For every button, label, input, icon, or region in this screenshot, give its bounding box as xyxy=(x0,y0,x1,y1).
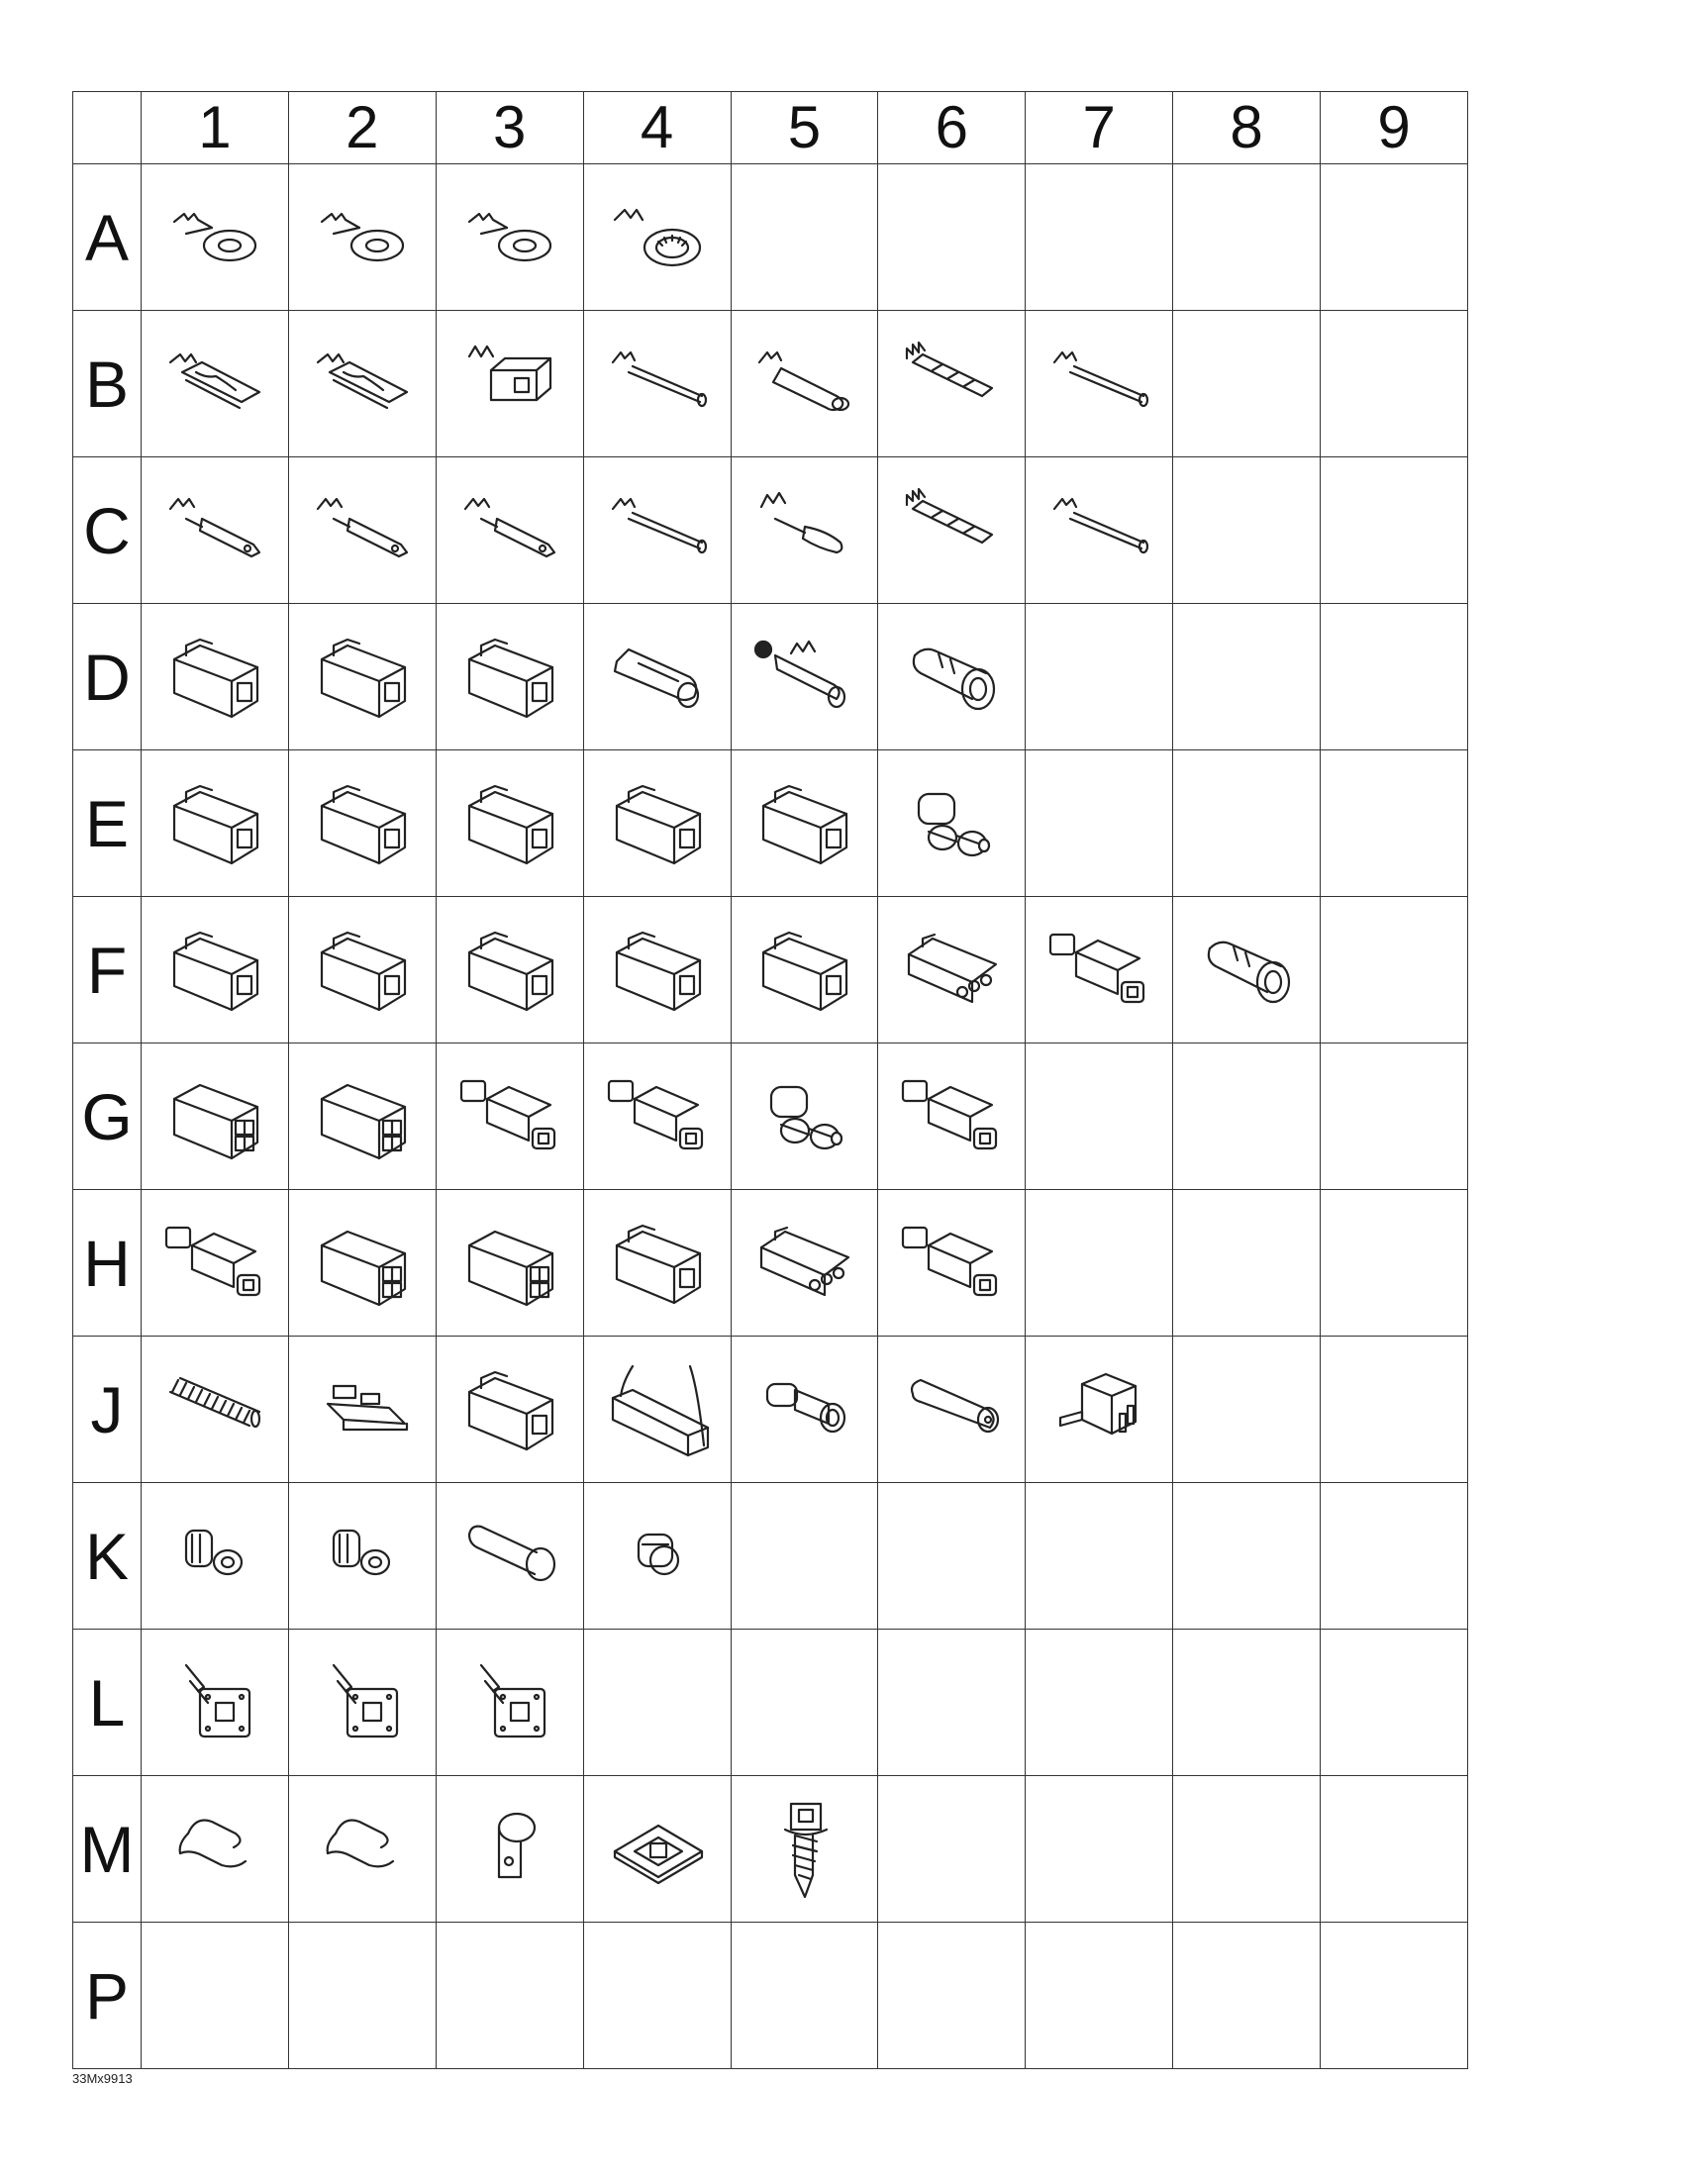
harness-clip-icon xyxy=(289,1798,436,1901)
grid-cell-E3 xyxy=(436,750,583,897)
connector-housing-icon xyxy=(142,626,288,729)
grid-cell-A8 xyxy=(1173,164,1321,311)
grid-row-G xyxy=(73,1043,1468,1190)
grid-cell-D2 xyxy=(288,604,436,750)
grid-cell-P5 xyxy=(731,1923,878,2069)
round-housing-icon xyxy=(878,626,1025,729)
grid-cell-P3 xyxy=(436,1923,583,2069)
sealed-connector-icon xyxy=(142,1212,288,1315)
grid-cell-A9 xyxy=(1321,164,1468,311)
grid-cell-A2 xyxy=(288,164,436,311)
grid-cell-H6 xyxy=(878,1190,1026,1337)
row-label-F: F xyxy=(73,897,142,1043)
connector-housing-icon xyxy=(289,626,436,729)
grid-cell-L2 xyxy=(288,1630,436,1776)
male-blade-terminal-icon xyxy=(142,479,288,582)
grid-cell-G1 xyxy=(142,1043,289,1190)
grid-cell-D6 xyxy=(878,604,1026,750)
grid-cell-M9 xyxy=(1321,1776,1468,1923)
corner-cell xyxy=(73,92,142,164)
row-label-G: G xyxy=(73,1043,142,1190)
grid-cell-B5 xyxy=(731,311,878,457)
ring-terminal-icon xyxy=(289,186,436,289)
grid-cell-L5 xyxy=(731,1630,878,1776)
row-label-P: P xyxy=(73,1923,142,2069)
grid-cell-G6 xyxy=(878,1043,1026,1190)
sealed-connector-icon xyxy=(437,1065,583,1168)
grid-cell-E5 xyxy=(731,750,878,897)
ring-terminal-icon xyxy=(142,186,288,289)
cable-tie-mount-icon xyxy=(584,1798,731,1901)
grid-cell-K6 xyxy=(878,1483,1026,1630)
grid-row-D xyxy=(73,604,1468,750)
grid-cell-G7 xyxy=(1026,1043,1173,1190)
column-label-9: 9 xyxy=(1321,92,1468,164)
cap-icon xyxy=(584,1505,731,1608)
connector-housing-icon xyxy=(437,1358,583,1461)
grid-cell-B1 xyxy=(142,311,289,457)
pin-terminal-icon xyxy=(584,479,731,582)
grid-cell-M6 xyxy=(878,1776,1026,1923)
female-blade-terminal-icon xyxy=(142,333,288,436)
grid-cell-C7 xyxy=(1026,457,1173,604)
grid-cell-C9 xyxy=(1321,457,1468,604)
grid-cell-M2 xyxy=(288,1776,436,1923)
grid-cell-A7 xyxy=(1026,164,1173,311)
grid-row-L xyxy=(73,1630,1468,1776)
p-clip-icon xyxy=(437,1798,583,1901)
grid-cell-L4 xyxy=(583,1630,731,1776)
row-label-J: J xyxy=(73,1337,142,1483)
grid-cell-P1 xyxy=(142,1923,289,2069)
grid-cell-D1 xyxy=(142,604,289,750)
multi-pin-connector-icon xyxy=(878,919,1025,1022)
grid-cell-F8 xyxy=(1173,897,1321,1043)
column-label-4: 4 xyxy=(583,92,731,164)
grid-cell-K7 xyxy=(1026,1483,1173,1630)
male-blade-terminal-icon xyxy=(289,479,436,582)
grid-cell-J6 xyxy=(878,1337,1026,1483)
row-label-M: M xyxy=(73,1776,142,1923)
grid-cell-C8 xyxy=(1173,457,1321,604)
grid-cell-L9 xyxy=(1321,1630,1468,1776)
grid-cell-J4 xyxy=(583,1337,731,1483)
grid-cell-M5 xyxy=(731,1776,878,1923)
plug-icon xyxy=(437,1505,583,1608)
grid-cell-P6 xyxy=(878,1923,1026,2069)
grid-cell-D9 xyxy=(1321,604,1468,750)
connector-housing-icon xyxy=(732,772,878,875)
multi-pin-housing-icon xyxy=(289,1065,436,1168)
multi-pin-housing-icon xyxy=(142,1065,288,1168)
grid-cell-F3 xyxy=(436,897,583,1043)
grid-cell-C2 xyxy=(288,457,436,604)
grid-cell-F1 xyxy=(142,897,289,1043)
grid-cell-K2 xyxy=(288,1483,436,1630)
grid-cell-E4 xyxy=(583,750,731,897)
grid-cell-E2 xyxy=(288,750,436,897)
pin-terminal-icon xyxy=(1026,333,1172,436)
bullet-housing-icon xyxy=(584,626,731,729)
row-label-A: A xyxy=(73,164,142,311)
grid-cell-L1 xyxy=(142,1630,289,1776)
grid-cell-K1 xyxy=(142,1483,289,1630)
grid-cell-B3 xyxy=(436,311,583,457)
sealed-connector-icon xyxy=(878,1212,1025,1315)
connector-housing-icon xyxy=(584,772,731,875)
pin-terminal-icon xyxy=(584,333,731,436)
harness-clip-icon xyxy=(142,1798,288,1901)
grid-cell-J2 xyxy=(288,1337,436,1483)
grid-cell-F9 xyxy=(1321,897,1468,1043)
column-label-3: 3 xyxy=(436,92,583,164)
grid-cell-G5 xyxy=(731,1043,878,1190)
grid-cell-J7 xyxy=(1026,1337,1173,1483)
connector-housing-icon xyxy=(437,772,583,875)
connector-housing-icon xyxy=(289,772,436,875)
grid-cell-G8 xyxy=(1173,1043,1321,1190)
column-label-5: 5 xyxy=(731,92,878,164)
terminal-lock-icon xyxy=(437,1651,583,1754)
bullet-terminal-icon xyxy=(732,479,878,582)
grid-cell-G9 xyxy=(1321,1043,1468,1190)
grid-cell-B7 xyxy=(1026,311,1173,457)
grid-row-H xyxy=(73,1190,1468,1337)
multi-pin-housing-icon xyxy=(289,1212,436,1315)
grid-cell-H5 xyxy=(731,1190,878,1337)
round-housing-icon xyxy=(1173,919,1320,1022)
connector-housing-icon xyxy=(584,1212,731,1315)
row-label-C: C xyxy=(73,457,142,604)
grid-cell-K4 xyxy=(583,1483,731,1630)
grid-cell-H7 xyxy=(1026,1190,1173,1337)
grid-row-K xyxy=(73,1483,1468,1630)
column-label-8: 8 xyxy=(1173,92,1321,164)
grid-cell-H9 xyxy=(1321,1190,1468,1337)
grid-cell-D5 xyxy=(731,604,878,750)
connector-housing-icon xyxy=(437,919,583,1022)
bullet-socket-terminal-icon xyxy=(732,333,878,436)
grid-cell-D3 xyxy=(436,604,583,750)
sealed-connector-icon xyxy=(584,1065,731,1168)
connector-index-grid xyxy=(72,91,1468,2069)
grid-cell-A1 xyxy=(142,164,289,311)
connector-housing-icon xyxy=(142,919,288,1022)
row-label-D: D xyxy=(73,604,142,750)
grid-cell-A6 xyxy=(878,164,1026,311)
grid-cell-H4 xyxy=(583,1190,731,1337)
grid-cell-F7 xyxy=(1026,897,1173,1043)
grid-cell-G3 xyxy=(436,1043,583,1190)
grid-row-C xyxy=(73,457,1468,604)
male-blade-terminal-icon xyxy=(437,479,583,582)
grid-cell-G2 xyxy=(288,1043,436,1190)
grid-cell-M4 xyxy=(583,1776,731,1923)
grid-cell-L8 xyxy=(1173,1630,1321,1776)
grid-cell-D4 xyxy=(583,604,731,750)
terminal-lock-icon xyxy=(289,1651,436,1754)
grid-cell-E9 xyxy=(1321,750,1468,897)
box-terminal-icon xyxy=(437,333,583,436)
grid-cell-B6 xyxy=(878,311,1026,457)
grid-cell-H8 xyxy=(1173,1190,1321,1337)
grid-cell-J9 xyxy=(1321,1337,1468,1483)
grid-cell-M1 xyxy=(142,1776,289,1923)
row-label-H: H xyxy=(73,1190,142,1337)
grid-cell-P4 xyxy=(583,1923,731,2069)
grid-cell-G4 xyxy=(583,1043,731,1190)
seal-grommet-icon xyxy=(289,1505,436,1608)
fuse-icon xyxy=(289,1358,436,1461)
column-label-6: 6 xyxy=(878,92,1026,164)
grid-cell-C6 xyxy=(878,457,1026,604)
grid-cell-A4 xyxy=(583,164,731,311)
relay-icon xyxy=(1026,1358,1172,1461)
grid-cell-M7 xyxy=(1026,1776,1173,1923)
grid-cell-J3 xyxy=(436,1337,583,1483)
terminal-lock-icon xyxy=(142,1651,288,1754)
grid-cell-P8 xyxy=(1173,1923,1321,2069)
grid-cell-F4 xyxy=(583,897,731,1043)
star-washer-terminal-icon xyxy=(584,186,731,289)
figure-reference: 33Mx9913 xyxy=(72,2071,133,2086)
row-label-L: L xyxy=(73,1630,142,1776)
grid-cell-E6 xyxy=(878,750,1026,897)
connector-housing-icon xyxy=(732,919,878,1022)
grid-row-P xyxy=(73,1923,1468,2069)
grid-cell-L3 xyxy=(436,1630,583,1776)
connector-housing-icon xyxy=(584,919,731,1022)
grid-cell-P9 xyxy=(1321,1923,1468,2069)
column-label-1: 1 xyxy=(142,92,289,164)
grid-cell-M8 xyxy=(1173,1776,1321,1923)
bulb-socket-icon xyxy=(732,1358,878,1461)
grid-cell-P7 xyxy=(1026,1923,1173,2069)
multi-pin-housing-icon xyxy=(437,1212,583,1315)
grid-cell-J1 xyxy=(142,1337,289,1483)
grid-cell-F5 xyxy=(731,897,878,1043)
grid-cell-L6 xyxy=(878,1630,1026,1776)
ring-terminal-icon xyxy=(437,186,583,289)
grid-cell-C3 xyxy=(436,457,583,604)
female-terminal-icon xyxy=(878,333,1025,436)
grid-cell-H1 xyxy=(142,1190,289,1337)
corrugated-tube-icon xyxy=(142,1358,288,1461)
grid-cell-K8 xyxy=(1173,1483,1321,1630)
grid-cell-E8 xyxy=(1173,750,1321,897)
grid-cell-L7 xyxy=(1026,1630,1173,1776)
screw-icon xyxy=(732,1798,878,1901)
row-label-B: B xyxy=(73,311,142,457)
grid-cell-K3 xyxy=(436,1483,583,1630)
column-label-7: 7 xyxy=(1026,92,1173,164)
grid-cell-H3 xyxy=(436,1190,583,1337)
grid-cell-F2 xyxy=(288,897,436,1043)
multi-pin-connector-icon xyxy=(732,1212,878,1315)
grid-cell-P2 xyxy=(288,1923,436,2069)
grid-cell-C1 xyxy=(142,457,289,604)
grid-row-J xyxy=(73,1337,1468,1483)
connector-housing-icon xyxy=(142,772,288,875)
grid-row-B xyxy=(73,311,1468,457)
grid-cell-C4 xyxy=(583,457,731,604)
grid-cell-B4 xyxy=(583,311,731,457)
sealed-terminal-icon xyxy=(732,626,878,729)
seal-grommet-icon xyxy=(142,1505,288,1608)
female-blade-terminal-icon xyxy=(289,333,436,436)
grid-row-E xyxy=(73,750,1468,897)
grid-row-A xyxy=(73,164,1468,311)
sealed-connector-icon xyxy=(878,1065,1025,1168)
grid-cell-B8 xyxy=(1173,311,1321,457)
sealed-connector-icon xyxy=(1026,919,1172,1022)
round-connector-icon xyxy=(878,772,1025,875)
grid-cell-C5 xyxy=(731,457,878,604)
grid-cell-F6 xyxy=(878,897,1026,1043)
grid-cell-K9 xyxy=(1321,1483,1468,1630)
column-label-2: 2 xyxy=(288,92,436,164)
grid-cell-K5 xyxy=(731,1483,878,1630)
grid-cell-D8 xyxy=(1173,604,1321,750)
grid-cell-J8 xyxy=(1173,1337,1321,1483)
grid-row-F xyxy=(73,897,1468,1043)
grid-row-M xyxy=(73,1776,1468,1923)
grid-cell-D7 xyxy=(1026,604,1173,750)
grid-cell-H2 xyxy=(288,1190,436,1337)
grid-cell-M3 xyxy=(436,1776,583,1923)
fuse-holder-icon xyxy=(584,1358,731,1461)
grid-cell-J5 xyxy=(731,1337,878,1483)
connector-housing-icon xyxy=(289,919,436,1022)
round-connector-icon xyxy=(732,1065,878,1168)
row-label-E: E xyxy=(73,750,142,897)
grid-cell-E7 xyxy=(1026,750,1173,897)
row-label-K: K xyxy=(73,1483,142,1630)
grid-cell-A3 xyxy=(436,164,583,311)
grid-cell-E1 xyxy=(142,750,289,897)
column-header-row xyxy=(73,92,1468,164)
pin-terminal-icon xyxy=(1026,479,1172,582)
female-terminal-icon xyxy=(878,479,1025,582)
grid-cell-B9 xyxy=(1321,311,1468,457)
connector-housing-icon xyxy=(437,626,583,729)
grid-cell-A5 xyxy=(731,164,878,311)
grid-cell-B2 xyxy=(288,311,436,457)
cylinder-icon xyxy=(878,1358,1025,1461)
